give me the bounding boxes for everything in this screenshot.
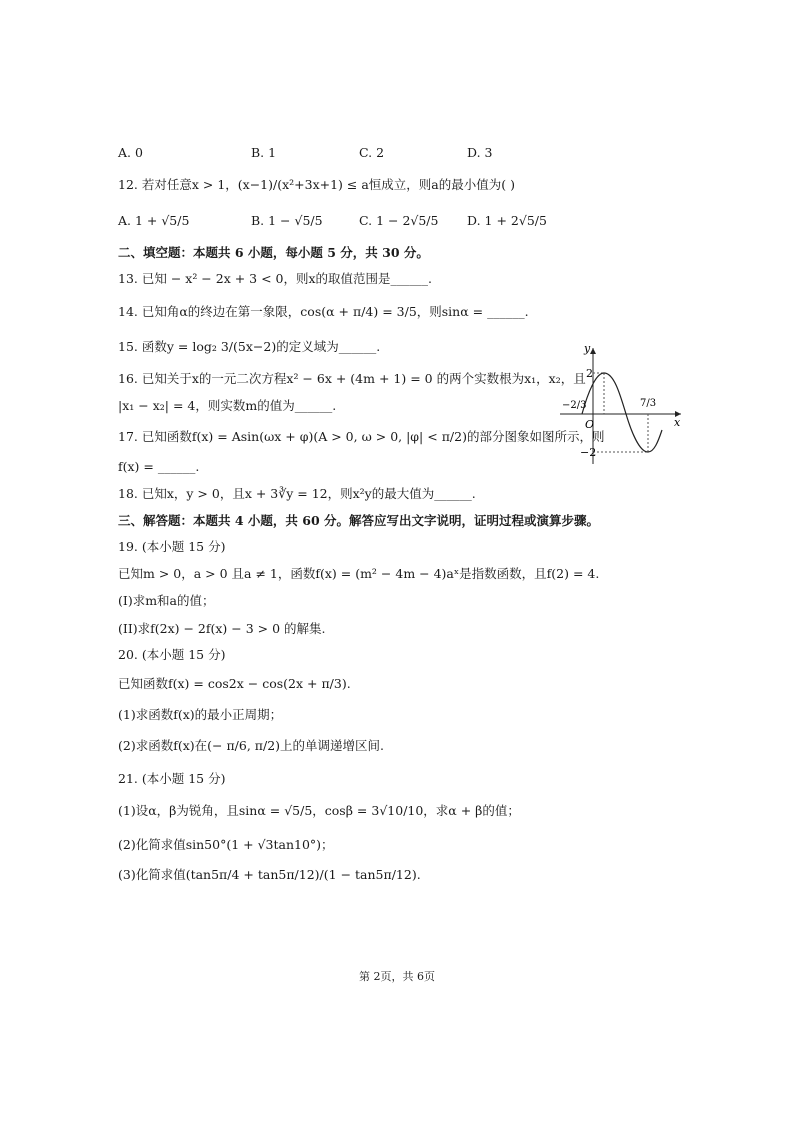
y-axis-label: y xyxy=(584,342,591,355)
q13-text: 13. 已知 − x² − 2x + 3 < 0，则x的取值范围是______. xyxy=(118,271,433,286)
q14-text: 14. 已知角α的终边在第一象限，cos(α + π/4) = 3/5，则sinα = ______. xyxy=(118,304,529,319)
q21-part2: (2)化简求值sin50°(1 + √3tan10°)； xyxy=(118,837,334,852)
q16-text-line1: 16. 已知关于x的一元二次方程x² − 6x + (4m + 1) = 0 的两个实数根为x₁，x₂，且 xyxy=(118,371,586,386)
q20-text: 已知函数f(x) = cos2x − cos(2x + π/3). xyxy=(118,676,351,691)
q11-option-b: B. 1 xyxy=(251,145,277,160)
q12-option-b: B. 1 − √5/5 xyxy=(251,213,323,228)
q19-heading: 19. (本小题 15 分) xyxy=(118,539,226,554)
q18-text: 18. 已知x，y > 0，且x + 3∛y = 12，则x²y的最大值为______. xyxy=(118,486,476,501)
section2-heading: 二、填空题：本题共 6 小题，每小题 5 分，共 30 分。 xyxy=(118,245,429,260)
q12-option-c: C. 1 − 2√5/5 xyxy=(359,213,439,228)
q20-part2: (2)求函数f(x)在(− π/6, π/2)上的单调递增区间. xyxy=(118,738,385,753)
q19-part1: (I)求m和a的值； xyxy=(118,593,215,608)
page-footer: 第 2页，共 6页 xyxy=(359,970,435,983)
q21-heading: 21. (本小题 15 分) xyxy=(118,771,226,786)
q12-option-a: A. 1 + √5/5 xyxy=(118,213,190,228)
q11-option-a: A. 0 xyxy=(118,145,143,160)
q21-part1: (1)设α，β为锐角，且sinα = √5/5，cosβ = 3√10/10，求α + β的值； xyxy=(118,803,520,818)
right-tick-label: 7/3 xyxy=(640,398,657,409)
q20-heading: 20. (本小题 15 分) xyxy=(118,647,226,662)
q19-part2: (II)求f(2x) − 2f(x) − 3 > 0 的解集. xyxy=(118,621,326,636)
origin-label: O xyxy=(585,418,595,431)
y-axis-arrow xyxy=(590,348,596,354)
q12-text: 12. 若对任意x > 1，(x−1)/(x²+3x+1) ≤ a恒成立，则a的最小值为( ) xyxy=(118,177,515,192)
x-axis-label: x xyxy=(674,416,681,429)
min-value-label: −2 xyxy=(580,446,597,459)
q20-part1: (1)求函数f(x)的最小正周期； xyxy=(118,707,283,722)
sine-curve xyxy=(582,373,662,452)
section3-heading: 三、解答题：本题共 4 小题，共 60 分。解答应写出文字说明，证明过程或演算步骤。 xyxy=(118,513,600,528)
q19-text: 已知m > 0，a > 0 且a ≠ 1，函数f(x) = (m² − 4m − 4)aˣ是指数函数，且f(2) = 4. xyxy=(118,566,600,581)
q17-text-line2: f(x) = ______. xyxy=(118,459,200,474)
q11-option-c: C. 2 xyxy=(359,145,385,160)
q12-option-d: D. 1 + 2√5/5 xyxy=(467,213,547,228)
max-value-label: 2 xyxy=(586,367,593,380)
q11-option-d: D. 3 xyxy=(467,145,493,160)
sine-graph-figure xyxy=(556,342,686,467)
q15-text: 15. 函数y = log₂ 3/(5x−2)的定义域为______. xyxy=(118,339,381,354)
q17-text-line1: 17. 已知函数f(x) = Asin(ωx + φ)(A > 0, ω > 0, |φ| < π/2)的部分图象如图所示，则 xyxy=(118,429,605,444)
left-tick-label: −2/3 xyxy=(562,400,587,411)
q16-text-line2: |x₁ − x₂| = 4，则实数m的值为______. xyxy=(118,398,337,413)
q21-part3: (3)化简求值(tan5π/4 + tan5π/12)/(1 − tan5π/12). xyxy=(118,867,421,882)
